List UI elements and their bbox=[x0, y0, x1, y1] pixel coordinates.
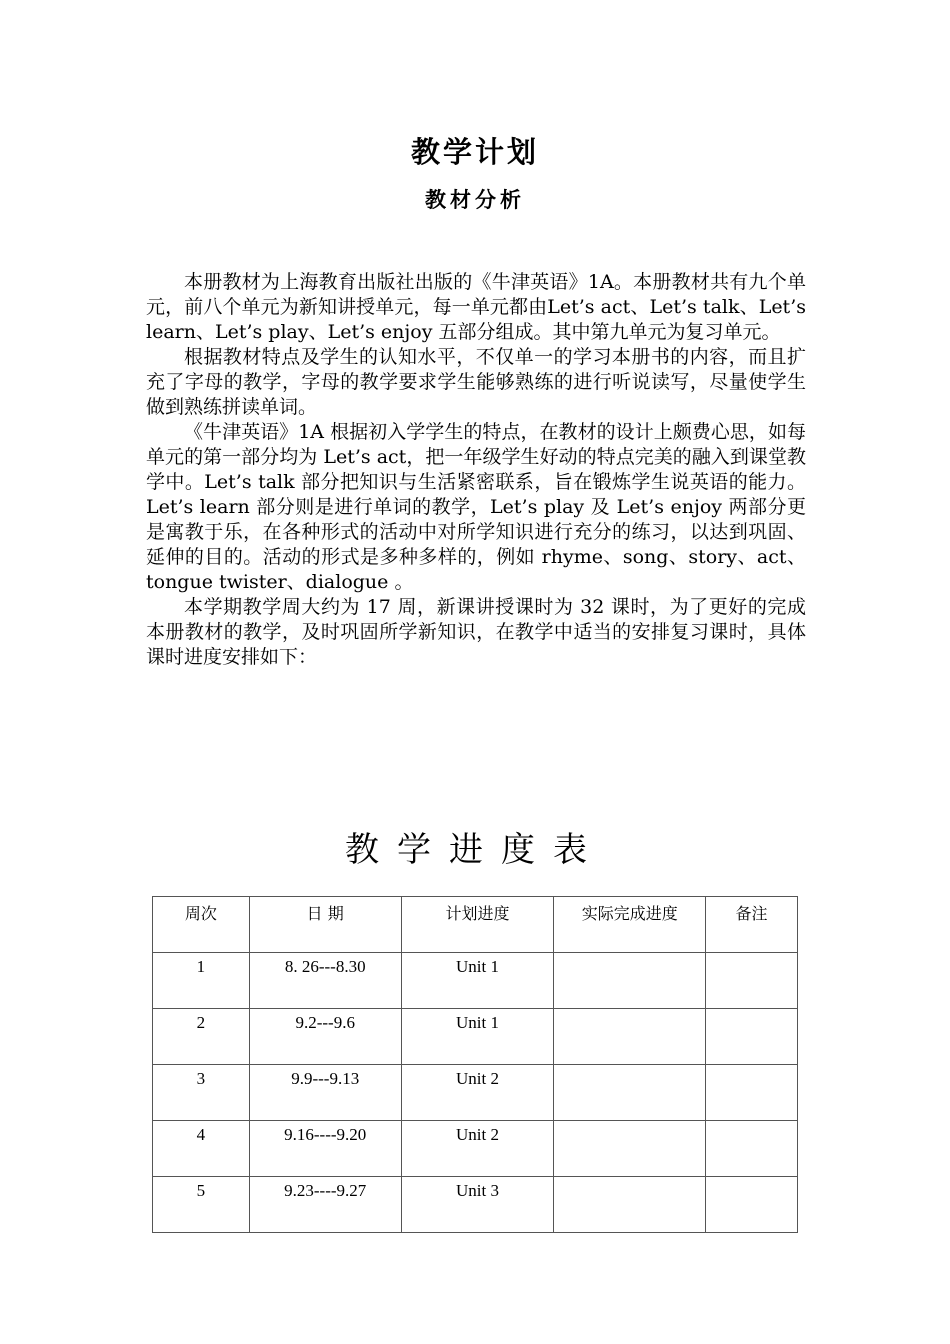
document-subtitle: 教材分析 bbox=[425, 187, 525, 212]
table-row bbox=[153, 1009, 798, 1065]
paragraph-2: 根据教材特点及学生的认知水平，不仅单一的学习本册书的内容，而且扩充了字母的教学，字母的教学要求学生能够熟练的进行听说读写，尽量使学生做到熟练拼读单词。 bbox=[146, 346, 806, 418]
cell-plan: Unit 3 bbox=[401, 1177, 554, 1233]
cell-note bbox=[706, 1009, 798, 1065]
header-note: 备注 bbox=[706, 897, 798, 953]
cell-plan: Unit 2 bbox=[401, 1065, 554, 1121]
paragraph-3: 《牛津英语》1A 根据初入学学生的特点，在教材的设计上颇费心思，如每单元的第一部分均为 Let’s act，把一年级学生好动的特点完美的融入到课堂教学中。Let’s talk 部分把知识与生活紧密联系，旨在锻炼学生说英语的能力。Let’s learn 部分则是进行单词的教学，Let’s play 及 Let’s enjoy 两部分更是寓教于乐，在各种形式的活动中对所学知识进行充分的练习，以达到巩固、延伸的目的。活动的形式是多种多样的，例如 rhyme、song、story、act、 tongue twister、dialogue 。 bbox=[146, 421, 806, 593]
cell-date: 8. 26---8.30 bbox=[249, 953, 401, 1009]
table-header-row bbox=[153, 897, 798, 953]
cell-date: 9.23----9.27 bbox=[249, 1177, 401, 1233]
cell-date: 9.2---9.6 bbox=[249, 1009, 401, 1065]
cell-week: 3 bbox=[153, 1065, 250, 1121]
paragraph-4: 本学期教学周大约为 17 周，新课讲授课时为 32 课时，为了更好的完成本册教材的教学，及时巩固所学新知识，在教学中适当的安排复习课时，具体课时进度安排如下： bbox=[146, 596, 806, 668]
header-actual: 实际完成进度 bbox=[554, 897, 706, 953]
cell-actual bbox=[554, 953, 706, 1009]
cell-actual bbox=[554, 1121, 706, 1177]
cell-note bbox=[706, 1065, 798, 1121]
cell-actual bbox=[554, 1065, 706, 1121]
cell-week: 1 bbox=[153, 953, 250, 1009]
cell-actual bbox=[554, 1177, 706, 1233]
document-title: 教学计划 bbox=[410, 135, 539, 169]
cell-note bbox=[706, 1121, 798, 1177]
cell-plan: Unit 1 bbox=[401, 1009, 554, 1065]
analysis-text bbox=[146, 270, 806, 670]
cell-date: 9.16----9.20 bbox=[249, 1121, 401, 1177]
cell-week: 4 bbox=[153, 1121, 250, 1177]
cell-week: 2 bbox=[153, 1009, 250, 1065]
header-plan: 计划进度 bbox=[401, 897, 554, 953]
cell-plan: Unit 1 bbox=[401, 953, 554, 1009]
cell-actual bbox=[554, 1009, 706, 1065]
table-row bbox=[153, 1121, 798, 1177]
cell-note bbox=[706, 1177, 798, 1233]
table-row bbox=[153, 1065, 798, 1121]
header-date: 日 期 bbox=[249, 897, 401, 953]
table-row bbox=[153, 953, 798, 1009]
cell-week: 5 bbox=[153, 1177, 250, 1233]
schedule-title: 教学进度表 bbox=[345, 830, 605, 870]
cell-date: 9.9---9.13 bbox=[249, 1065, 401, 1121]
schedule-table bbox=[152, 896, 798, 1233]
table-row bbox=[153, 1177, 798, 1233]
paragraph-1: 本册教材为上海教育出版社出版的《牛津英语》1A。本册教材共有九个单元，前八个单元为新知讲授单元，每一单元都由Let’s act、Let’s talk、Let’s learn、Let’s play、Let’s enjoy 五部分组成。其中第九单元为复习单元。 bbox=[146, 271, 806, 343]
cell-note bbox=[706, 953, 798, 1009]
cell-plan: Unit 2 bbox=[401, 1121, 554, 1177]
header-week: 周次 bbox=[153, 897, 250, 953]
